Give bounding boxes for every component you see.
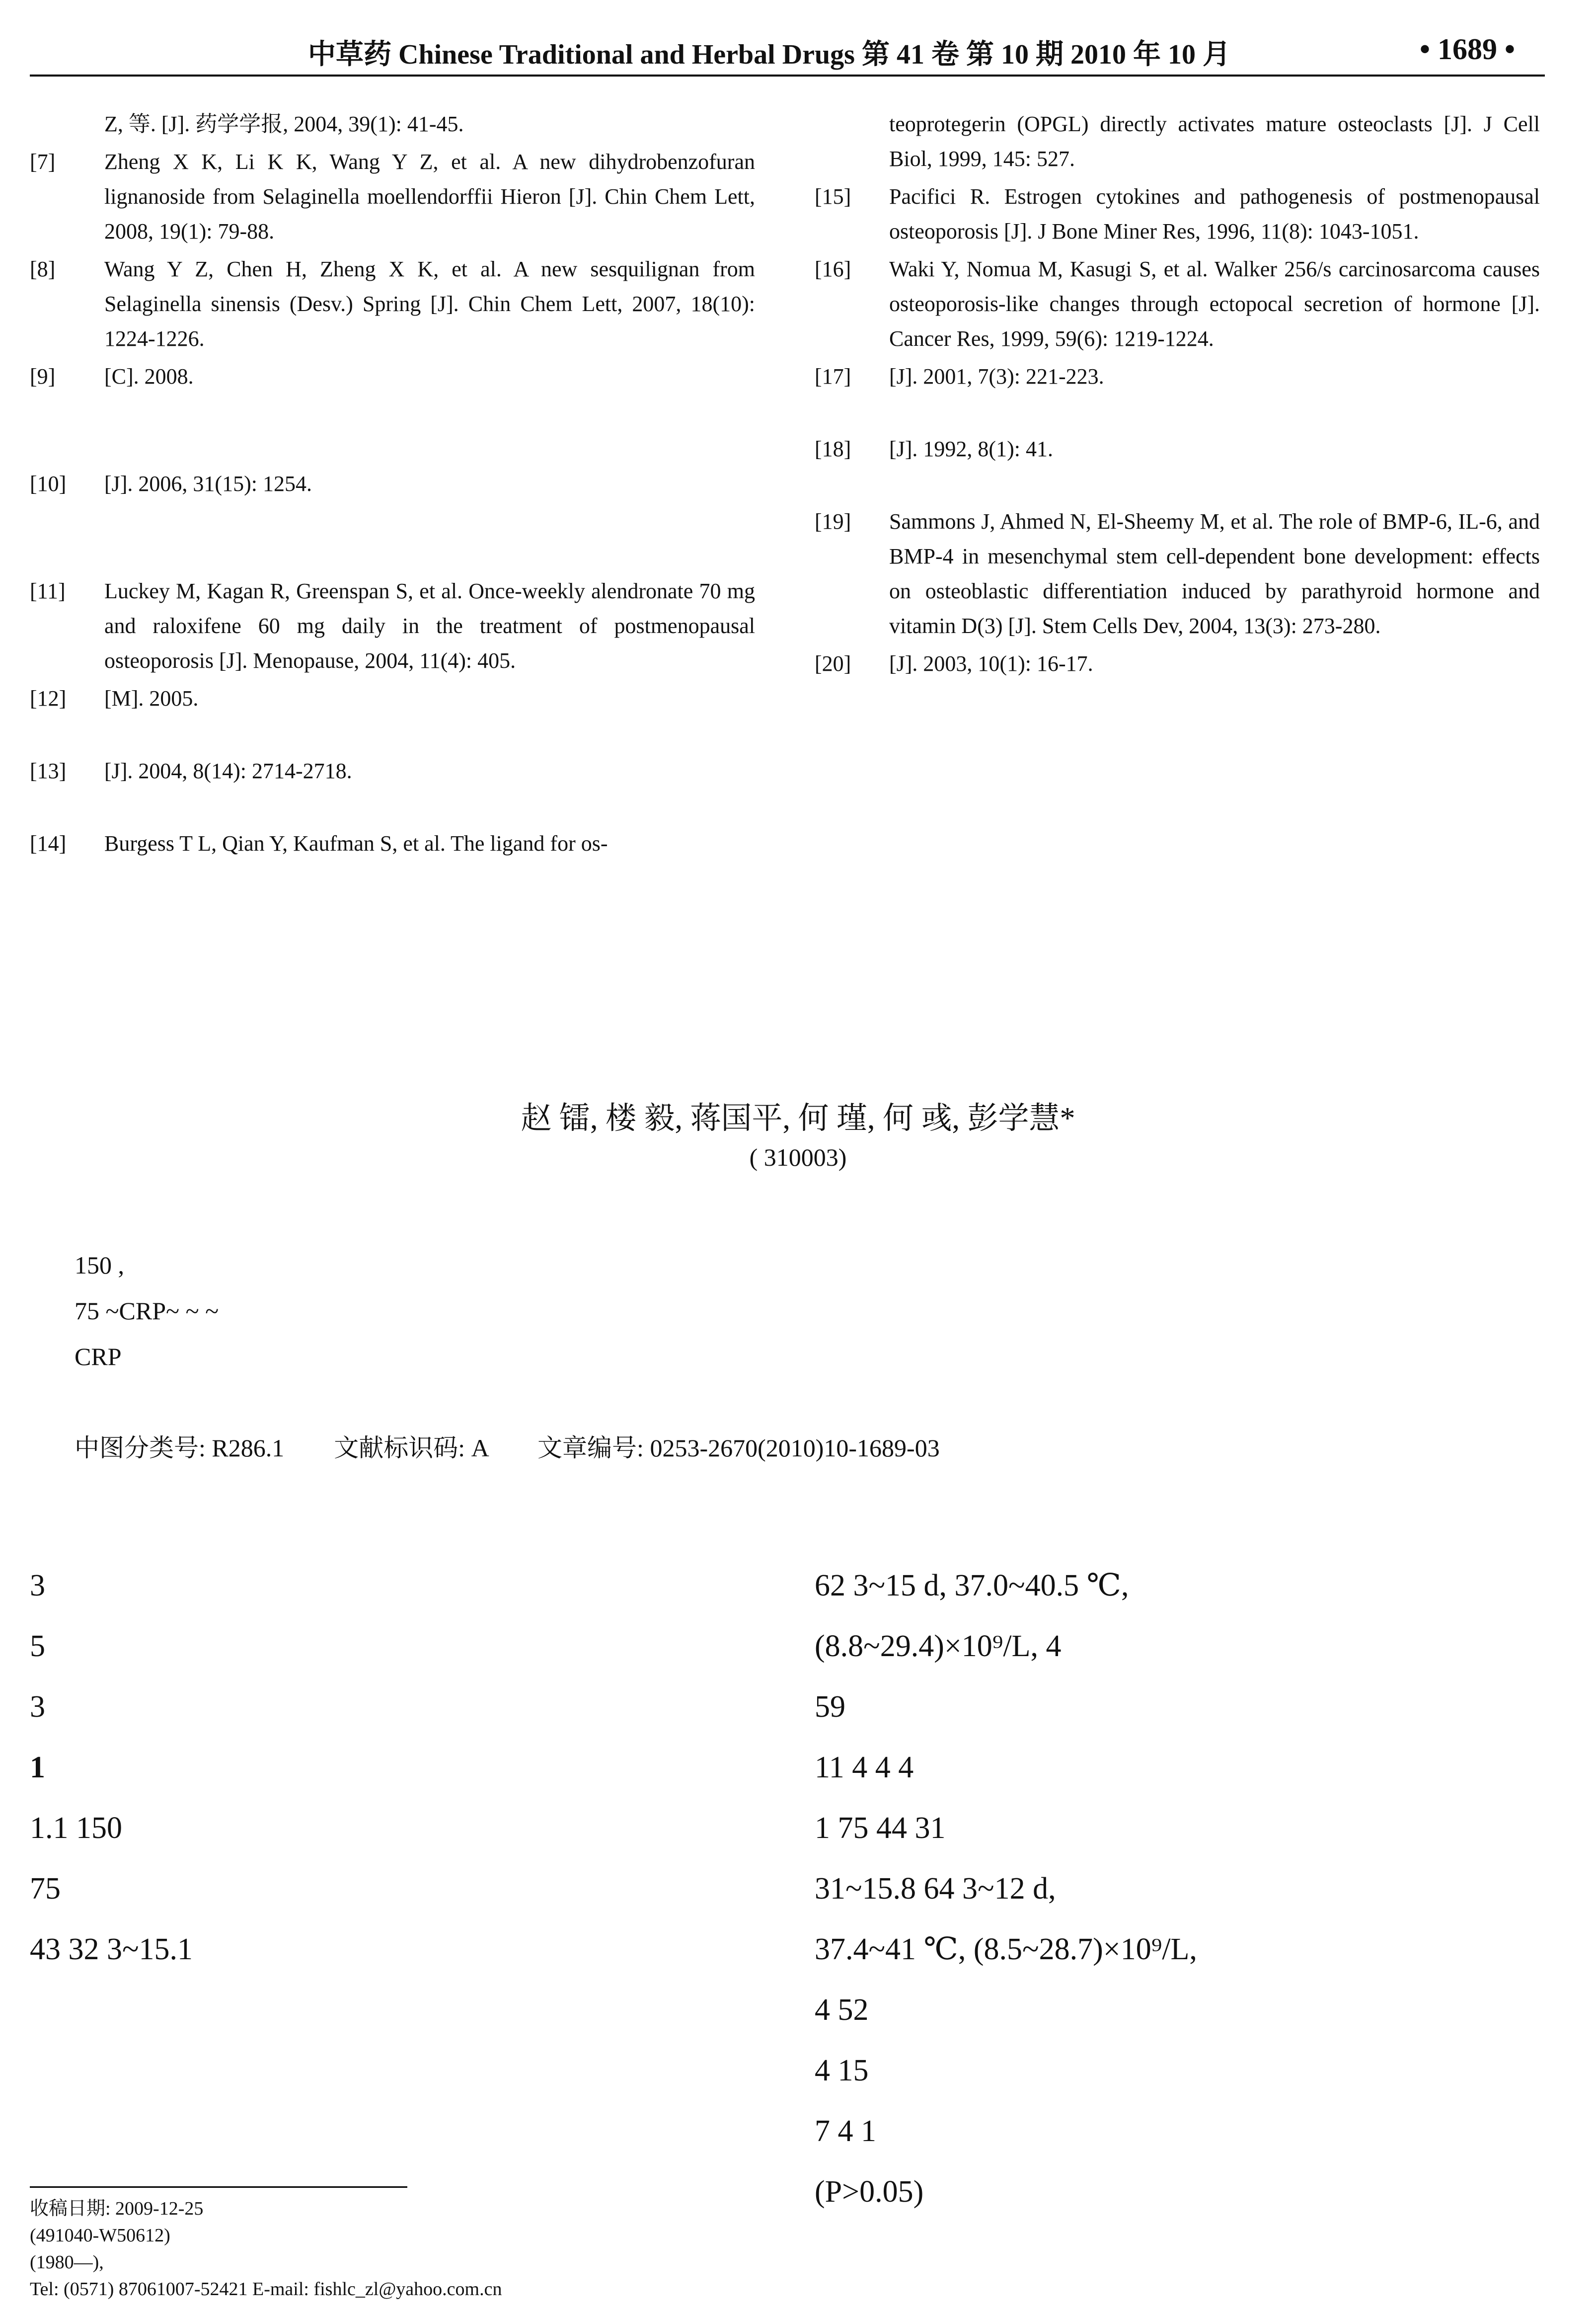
article-id-label: 文章编号:	[537, 1434, 650, 1462]
header-rule	[30, 75, 1545, 77]
reference-item	[815, 179, 1540, 249]
reference-text: [M]. 2005.	[104, 686, 199, 711]
reference-number: [10]	[30, 472, 67, 496]
keywords-line	[75, 1379, 1515, 1425]
body-line: 75	[30, 1872, 61, 1906]
reference-number: [13]	[30, 759, 67, 783]
reference-number: [15]	[815, 184, 851, 209]
reference-text: Z, 等. [J]. 药学学报, 2004, 39(1): 41-45.	[104, 112, 464, 136]
body-line: 62 3~15 d, 37.0~40.5 ℃,	[815, 1569, 1129, 1602]
reference-item	[30, 145, 755, 249]
reference-text: [J]. 1992, 8(1): 41.	[889, 437, 1053, 461]
reference-item	[815, 107, 1540, 176]
references-right-column	[815, 107, 1540, 684]
reference-text: [J]. 2004, 8(14): 2714-2718.	[104, 759, 352, 783]
section-heading: 1	[30, 1751, 45, 1784]
footnote-contact: Tel: (0571) 87061007-52421 E-mail: fishlc_zl@yahoo.com.cn	[30, 2279, 502, 2300]
reference-number: [9]	[30, 364, 56, 389]
body-line: 1 75 44 31	[815, 1811, 946, 1845]
clc-value: R286.1	[212, 1434, 285, 1462]
reference-number: [14]	[30, 831, 67, 856]
reference-item	[815, 252, 1540, 356]
reference-item	[30, 107, 755, 142]
abstract-line: CRP	[75, 1343, 122, 1370]
body-left-column	[30, 1555, 755, 1980]
body-line: 31~15.8 64 3~12 d,	[815, 1872, 1056, 1906]
reference-item	[30, 252, 755, 356]
body-line: 59	[815, 1690, 845, 1724]
body-line: 37.4~41 ℃, (8.5~28.7)×10⁹/L,	[815, 1932, 1197, 1966]
body-line: 1.1 150	[30, 1811, 122, 1845]
reference-text: Waki Y, Nomua M, Kasugi S, et al. Walker 256/s carcinosarcoma causes osteoporosis-like changes through ectopocal secretion of hormone [J]. Cancer Res, 1999, 59(6): 1219-1224.	[889, 257, 1540, 351]
reference-text: Luckey M, Kagan R, Greenspan S, et al. Once-weekly alendronate 70 mg and raloxifene 60 mg daily in the treatment of postmenopausal osteoporosis [J]. Menopause, 2004, 11(4): 405.	[104, 579, 755, 673]
body-line: 3	[30, 1569, 45, 1602]
abstract-line: 150 ,	[75, 1251, 124, 1279]
abstract-line: 75 ~CRP~ ~ ~	[75, 1297, 219, 1325]
reference-item	[815, 646, 1540, 681]
page-header	[30, 27, 1545, 77]
reference-text: [J]. 2006, 31(15): 1254.	[104, 472, 312, 496]
reference-text: teoprotegerin (OPGL) directly activates mature osteoclasts [J]. J Cell Biol, 1999, 145: 527.	[889, 112, 1540, 171]
reference-number: [18]	[815, 437, 851, 461]
reference-item	[815, 504, 1540, 643]
reference-item	[30, 681, 755, 751]
reference-number: [12]	[30, 686, 67, 711]
footnote-received: 收稿日期: 2009-12-25	[30, 2198, 204, 2219]
body-line: 4 15	[815, 2054, 869, 2087]
reference-item	[815, 432, 1540, 501]
reference-number: [17]	[815, 364, 851, 389]
article-affiliation: ( 310003)	[749, 1143, 847, 1171]
reference-number: [16]	[815, 257, 851, 281]
body-right-column	[815, 1555, 1540, 2222]
body-line: 11 4 4 4	[815, 1751, 914, 1784]
reference-item	[30, 359, 755, 464]
reference-text: [C]. 2008.	[104, 364, 194, 389]
references-left-column	[30, 107, 755, 864]
reference-item	[30, 467, 755, 571]
clc-label: 中图分类号:	[75, 1434, 212, 1462]
abstract-block	[75, 1242, 1515, 1471]
body-line: 3	[30, 1690, 45, 1724]
footnote-funding: (491040-W50612)	[30, 2225, 170, 2246]
reference-text: Pacifici R. Estrogen cytokines and pathogenesis of postmenopausal osteoporosis [J]. J Bone Miner Res, 1996, 11(8): 1043-1051.	[889, 184, 1540, 243]
body-line: 43 32 3~15.1	[30, 1932, 193, 1966]
body-line: 4 52	[815, 1993, 869, 2027]
footnotes	[30, 2195, 1520, 2303]
page-number: • 1689 •	[1419, 33, 1515, 66]
body-line: (P>0.05)	[815, 2175, 924, 2209]
reference-number: [7]	[30, 150, 56, 174]
journal-line: 中草药 Chinese Traditional and Herbal Drugs 第 41 卷 第 10 期 2010 年 10 月	[308, 39, 1230, 70]
article-id-value: 0253-2670(2010)10-1689-03	[650, 1434, 940, 1462]
reference-number: [20]	[815, 651, 851, 676]
doc-code-label: 文献标识码:	[334, 1434, 471, 1462]
body-line: 7 4 1	[815, 2114, 876, 2148]
footnote-rule	[30, 2186, 407, 2188]
reference-item	[30, 574, 755, 678]
classification-line	[75, 1425, 1515, 1471]
reference-text: Burgess T L, Qian Y, Kaufman S, et al. The ligand for os-	[104, 831, 608, 856]
reference-text: Sammons J, Ahmed N, El-Sheemy M, et al. The role of BMP-6, IL-6, and BMP-4 in mesenchymal stem cell-dependent bone development: effects on osteoblastic differentiation induced by parathyroid hormone and vitamin D(3) [J]. Stem Cells Dev, 2004, 13(3): 273-280.	[889, 509, 1540, 638]
reference-item	[30, 754, 755, 823]
doc-code-value: A	[471, 1434, 488, 1462]
reference-text: Zheng X K, Li K K, Wang Y Z, et al. A new dihydrobenzofuran lignanoside from Selaginella moellendorffii Hieron [J]. Chin Chem Lett, 2008, 19(1): 79-88.	[104, 150, 755, 243]
body-line: 5	[30, 1629, 45, 1663]
reference-number: [19]	[815, 509, 851, 534]
reference-text: [J]. 2001, 7(3): 221-223.	[889, 364, 1104, 389]
body-line: (8.8~29.4)×10⁹/L, 4	[815, 1629, 1062, 1663]
footnote-author: (1980—),	[30, 2252, 104, 2273]
reference-number: [11]	[30, 579, 66, 603]
reference-item	[30, 826, 755, 861]
reference-item	[815, 359, 1540, 429]
reference-text: Wang Y Z, Chen H, Zheng X K, et al. A new sesquilignan from Selaginella sinensis (Desv.) Spring [J]. Chin Chem Lett, 2007, 18(10): 1224-1226.	[104, 257, 755, 351]
article-authors: 赵 镭, 楼 毅, 蒋国平, 何 瑾, 何 彧, 彭学慧*	[521, 1102, 1075, 1135]
reference-number: [8]	[30, 257, 56, 281]
reference-text: [J]. 2003, 10(1): 16-17.	[889, 651, 1093, 676]
